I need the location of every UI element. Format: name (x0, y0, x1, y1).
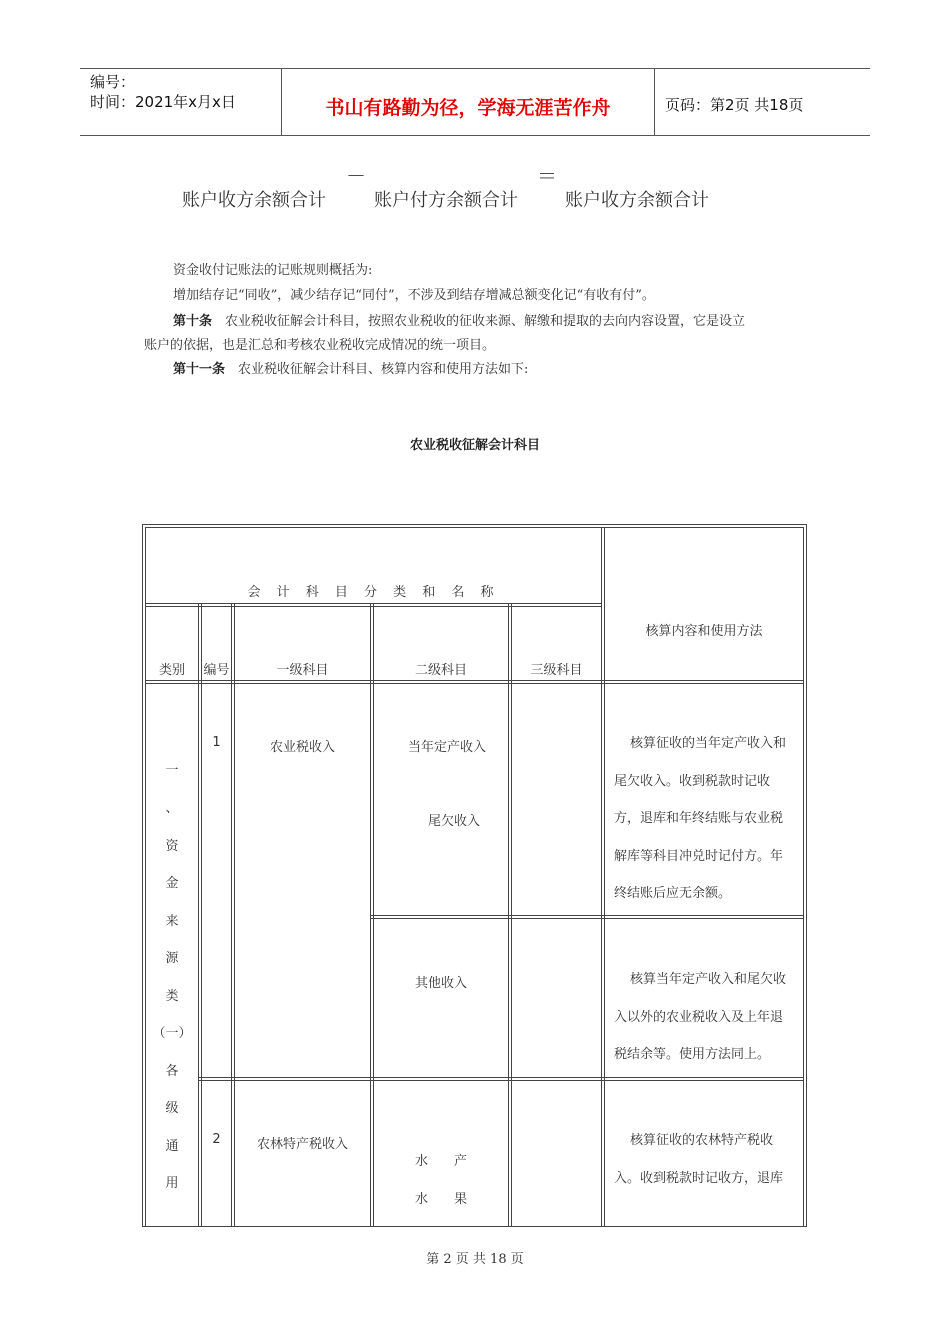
category-char: 通 (165, 1139, 179, 1154)
table-rule (231, 604, 232, 1227)
header-divider-left (281, 68, 282, 136)
table-rule (601, 527, 602, 1227)
equation-term-2: 账户付方余额合计 (374, 190, 518, 211)
row-level2: 水 产 (414, 1154, 467, 1169)
row-method (614, 1122, 804, 1197)
article-heading: 第十一条 (173, 362, 226, 377)
method-line: 核算当年定产收入和尾欠收 (630, 972, 787, 987)
category-char: 金 (165, 876, 179, 891)
header-bottom-rule (80, 135, 870, 136)
article-heading: 第十条 (173, 314, 213, 329)
column-header-level3: 三级科目 (530, 663, 583, 678)
category-char: （一） (152, 1026, 192, 1041)
method-line: 入以外的农业税收入及上年退 (614, 1009, 784, 1025)
category-char: 来 (165, 914, 179, 929)
table-title: 农业税收征解会计科目 (409, 438, 540, 453)
document-number-label: 编号： (90, 73, 136, 91)
table-border (142, 1226, 807, 1227)
method-line: 核算征收的农林特产税收 (630, 1133, 774, 1148)
table-border (806, 524, 807, 1227)
paragraph-rule-detail (173, 285, 655, 307)
method-line: 终结账后应无余额。 (614, 886, 732, 901)
row-level2: 尾欠收入 (427, 814, 480, 829)
table-rule (371, 918, 804, 919)
row-number: 2 (212, 1132, 221, 1147)
row-method (614, 725, 804, 913)
table-border (142, 524, 807, 525)
category-char: 资 (165, 839, 179, 854)
table-rule (199, 1080, 804, 1081)
category-char: 用 (165, 1176, 179, 1191)
table-rule (145, 680, 804, 681)
header-top-rule (80, 68, 870, 69)
row-method (614, 961, 804, 1074)
category-char: 各 (165, 1064, 179, 1079)
column-header-category: 类别 (158, 663, 185, 678)
table-border (145, 527, 804, 528)
category-char: 一 (165, 763, 179, 778)
table-header-method: 核算内容和使用方法 (645, 624, 763, 639)
paragraph-rule-summary (173, 260, 372, 282)
paragraph-text: 账户的依据，也是汇总和考核农业税收完成情况的统一项目。 (144, 338, 496, 353)
header-info (90, 72, 236, 112)
paragraph-text: 农业税收征解会计科目，按照农业税收的征收来源、解缴和提取的去向内容设置，它是设立 (212, 314, 746, 329)
table-header-group: 会 计 科 目 分 类 和 名 称 (247, 585, 500, 600)
category-char: 、 (165, 801, 179, 816)
method-line: 核算征收的当年定产收入和 (630, 736, 787, 751)
header-page-indicator: 页码：第2页 共18页 (665, 96, 804, 114)
column-header-level1: 一级科目 (276, 663, 329, 678)
category-char: 源 (165, 951, 179, 966)
method-line: 尾欠收入。收到税款时记收 (614, 773, 771, 789)
row-level2: 其他收入 (414, 976, 467, 991)
table-rule (145, 683, 804, 684)
method-line: 入。收到税款时记收方，退库 (614, 1170, 784, 1186)
table-rule (371, 915, 804, 916)
category-char: 级 (165, 1101, 179, 1116)
row-level1: 农业税收入 (269, 740, 335, 755)
minus-sign: － (346, 164, 366, 188)
equation-term-3: 账户收方余额合计 (565, 190, 709, 211)
method-line: 解库等科目冲兑时记付方。年 (614, 848, 784, 864)
paragraph-text: 农业税收征解会计科目、核算内容和使用方法如下: (225, 362, 529, 377)
row-level2: 当年定产收入 (407, 740, 486, 755)
column-header-level2: 二级科目 (414, 663, 467, 678)
paragraph-article-11 (173, 359, 528, 381)
paragraph-text: 增加结存记“同收”，减少结存记“同付”，不涉及到结存增减总额变化记“有收有付”。 (173, 288, 655, 303)
header-divider-right (654, 68, 655, 136)
category-char: 类 (165, 989, 179, 1004)
column-header-number: 编号 (203, 663, 230, 678)
page-footer: 第 2 页 共 18 页 (426, 1252, 524, 1267)
table-rule (198, 604, 199, 1227)
header-motto: 书山有路勤为径，学海无涯苦作舟 (325, 97, 611, 119)
document-date-label: 时间：2021年x月x日 (90, 93, 236, 111)
equation-term-1: 账户收方余额合计 (182, 190, 326, 211)
table-border (142, 524, 143, 1227)
equals-sign: ＝ (537, 164, 557, 188)
method-line: 税结余等。使用方法同上。 (614, 1047, 771, 1062)
paragraph-article-10 (173, 311, 745, 333)
method-line: 方，退库和年终结账与农业税 (614, 811, 784, 826)
paragraph-text: 资金收付记账法的记账规则概括为: (173, 263, 373, 278)
row-level1: 农林特产税收入 (256, 1137, 348, 1152)
paragraph-article-10-cont (144, 335, 495, 357)
row-number: 1 (212, 735, 221, 750)
table-rule (199, 1077, 804, 1078)
row-level2: 水 果 (414, 1192, 467, 1207)
